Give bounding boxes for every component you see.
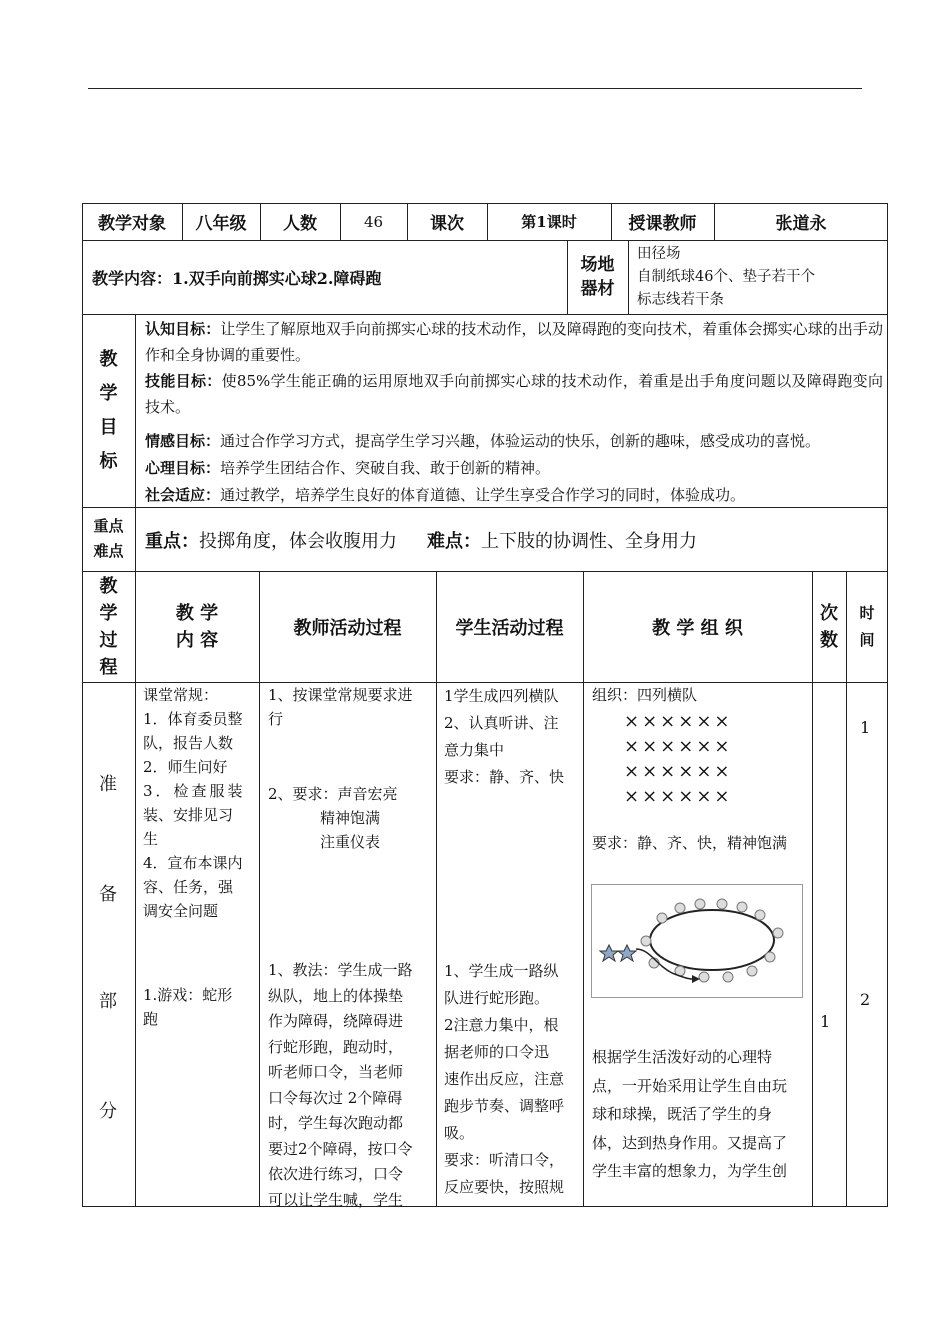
star-icon bbox=[600, 945, 636, 961]
text-line: 作为障碍，绕障碍进 bbox=[268, 1012, 404, 1030]
side-char: 过 bbox=[99, 629, 118, 651]
col-header-times bbox=[812, 571, 846, 682]
text-line: 球和球操，既活了学生的身 bbox=[592, 1105, 773, 1123]
formation-row: ×××××× bbox=[624, 711, 733, 732]
venue-label bbox=[567, 240, 628, 314]
snake-run-illustration bbox=[592, 885, 802, 997]
org-requirement: 要求：静、齐、快，精神饱满 bbox=[592, 834, 788, 852]
text-line: 队进行蛇形跑。 bbox=[444, 989, 550, 1007]
goal-label: 认知目标： bbox=[145, 320, 221, 338]
venue-label-line: 场地 bbox=[580, 255, 615, 275]
snake-run-diagram bbox=[591, 884, 803, 998]
text-line: 1、学生成一路纵 bbox=[444, 962, 559, 980]
side-word: 难点 bbox=[93, 542, 124, 560]
text-line: 可以让学生喊，学生 bbox=[268, 1190, 404, 1209]
col-divider bbox=[135, 314, 136, 571]
prep-duration-game: 2 bbox=[860, 990, 871, 1009]
text-line: 学生丰富的想象力，为学生创 bbox=[592, 1162, 788, 1180]
teacher-value: 张道永 bbox=[775, 214, 827, 234]
header-char: 次 bbox=[820, 602, 838, 624]
text-line: 要过2个障碍，按口令 bbox=[268, 1139, 413, 1158]
prep-times-value: 1 bbox=[820, 1012, 831, 1031]
text-line: 吸。 bbox=[444, 1124, 475, 1142]
text-line: 1.游戏：蛇形 bbox=[143, 986, 233, 1004]
goal-psych bbox=[145, 455, 883, 481]
formation-row: ×××××× bbox=[624, 761, 733, 782]
side-char: 标 bbox=[99, 450, 118, 472]
text-line: 容、任务，强 bbox=[143, 878, 234, 896]
text-line: 时，学生每次跑动都 bbox=[268, 1114, 404, 1132]
prep-duration-routine: 1 bbox=[860, 718, 871, 737]
side-char: 学 bbox=[99, 602, 118, 624]
text-line: 行 bbox=[268, 710, 284, 728]
col-header-teacher: 教师活动过程 bbox=[293, 617, 402, 639]
text-line: 2、认真听讲、注 bbox=[444, 714, 559, 732]
col-header-content bbox=[135, 571, 259, 682]
text-line: 1．体育委员整 bbox=[143, 710, 243, 728]
goal-emotion bbox=[145, 428, 890, 454]
difficulty-label: 难点： bbox=[427, 531, 481, 552]
col-header-duration bbox=[846, 571, 888, 682]
text-line: 要求：听清口令， bbox=[444, 1151, 565, 1169]
prep-teacher-game bbox=[268, 958, 434, 1213]
org-rationale bbox=[592, 1043, 812, 1186]
text-line: 队，报告人数 bbox=[143, 734, 234, 752]
obj-value: 八年级 bbox=[195, 214, 247, 234]
text-line: 1学生成四列横队 bbox=[444, 687, 559, 705]
text-line: 点，一开始采用让学生自由玩 bbox=[592, 1076, 788, 1095]
prep-content-routine bbox=[143, 683, 255, 923]
text-line: 意力集中 bbox=[444, 741, 505, 759]
side-char: 准 bbox=[99, 774, 117, 795]
count-label: 人数 bbox=[283, 214, 317, 234]
row-divider bbox=[82, 314, 888, 315]
goal-social bbox=[145, 482, 883, 508]
venue-line: 田径场 bbox=[637, 246, 681, 262]
header-rule bbox=[88, 88, 862, 89]
lesson-label: 课次 bbox=[430, 214, 464, 234]
text-line: 跑步节奏、调整呼 bbox=[444, 1097, 565, 1115]
goals-side-label bbox=[82, 314, 135, 507]
text-line: 行蛇形跑，跑动时， bbox=[268, 1037, 404, 1056]
key-label: 重点： bbox=[145, 531, 199, 552]
text-line: 听老师口令，当老师 bbox=[268, 1063, 404, 1081]
col-header-student: 学生活动过程 bbox=[455, 617, 564, 639]
text-line: 2．师生问好 bbox=[143, 758, 228, 776]
text-line: 1、按课堂常规要求进 bbox=[268, 686, 413, 704]
side-char: 教 bbox=[99, 348, 118, 370]
text-line: 4．宣布本课内 bbox=[143, 854, 243, 872]
goal-skill bbox=[145, 368, 883, 420]
header-line: 教 学 bbox=[175, 602, 219, 624]
text-line: 根据学生活泼好动的心理特 bbox=[592, 1048, 773, 1066]
side-char: 教 bbox=[99, 575, 118, 597]
prep-side-label bbox=[82, 682, 135, 1207]
goal-text: 使85%学生能正确的运用原地双手向前掷实心球的技术动作，着重是出手角度问题以及障碍跑变向技术。 bbox=[145, 372, 883, 416]
goal-text: 让学生了解原地双手向前掷实心球的技术动作，以及障碍跑的变向技术，着重体会掷实心球的出手动作和全身协调的重要性。 bbox=[145, 320, 883, 364]
text-line: 纵队，地上的体操垫 bbox=[268, 986, 404, 1005]
prep-content-game bbox=[143, 983, 255, 1031]
text-line: 体，达到热身作用。又提高了 bbox=[592, 1133, 788, 1152]
prep-student-game bbox=[444, 958, 582, 1201]
text-line: 据老师的口令迅 bbox=[444, 1043, 550, 1061]
venue-label-line: 器材 bbox=[580, 279, 615, 299]
text-line: 注重仪表 bbox=[320, 833, 381, 851]
header-char: 数 bbox=[820, 629, 838, 651]
prep-student-routine bbox=[444, 683, 582, 791]
text-line: 速作出反应，注意 bbox=[444, 1070, 565, 1088]
row-divider bbox=[82, 240, 888, 241]
side-word: 重点 bbox=[93, 517, 124, 535]
running-track-icon bbox=[650, 910, 774, 970]
side-char: 备 bbox=[99, 884, 117, 905]
goal-label: 心理目标： bbox=[145, 459, 221, 477]
text-line: 精神饱满 bbox=[320, 809, 381, 827]
goal-label: 技能目标： bbox=[145, 372, 222, 390]
org-title: 组织：四列横队 bbox=[592, 686, 698, 704]
formation-row: ×××××× bbox=[624, 786, 733, 807]
key-text: 投掷角度，体会收腹用力 bbox=[199, 531, 397, 552]
text-line: 跑 bbox=[143, 1010, 159, 1028]
text-line: 口令每次过 2个障碍 bbox=[268, 1088, 403, 1107]
side-char: 目 bbox=[99, 416, 118, 438]
text-line: 1、教法：学生成一路 bbox=[268, 961, 413, 979]
goal-label: 情感目标： bbox=[145, 432, 221, 450]
prep-teacher-routine bbox=[268, 683, 434, 731]
text-line: 调安全问题 bbox=[143, 902, 219, 920]
formation-row: ×××××× bbox=[624, 736, 733, 757]
process-side-label bbox=[82, 571, 135, 682]
obj-label: 教学对象 bbox=[98, 214, 166, 234]
col-header-organization: 教 学 组 织 bbox=[652, 617, 743, 639]
count-value: 46 bbox=[363, 212, 384, 231]
prep-teacher-requirements bbox=[268, 782, 434, 854]
keypoints-text bbox=[145, 527, 697, 553]
teacher-label: 授课教师 bbox=[628, 214, 697, 234]
venue-line: 自制纸球46个、垫子若干个 bbox=[637, 269, 815, 285]
content-label: 教学内容：1.双手向前掷实心球2.障碍跑 bbox=[92, 269, 382, 288]
header-line: 内 容 bbox=[175, 629, 219, 651]
goal-text: 通过教学，培养学生良好的体育道德、让学生享受合作学习的同时，体验成功。 bbox=[220, 486, 746, 504]
text-line: 依次进行练习，口令 bbox=[268, 1165, 404, 1183]
side-char: 程 bbox=[99, 656, 118, 678]
text-line: 2、要求：声音宏亮 bbox=[268, 785, 398, 803]
venue-line: 标志线若干条 bbox=[637, 292, 724, 308]
text-line: 要求：静、齐、快 bbox=[444, 768, 565, 786]
side-char: 部 bbox=[99, 991, 117, 1012]
side-char: 分 bbox=[99, 1101, 117, 1122]
header-char: 时 bbox=[859, 603, 875, 622]
side-char: 学 bbox=[99, 382, 118, 404]
text-line: 生 bbox=[143, 830, 159, 848]
text-line: 2注意力集中，根 bbox=[444, 1016, 559, 1034]
text-line: 装、安排见习 bbox=[143, 806, 234, 824]
text-line: 课堂常规： bbox=[143, 686, 219, 704]
goal-text: 培养学生团结合作、突破自我、敢于创新的精神。 bbox=[220, 459, 551, 477]
goal-label: 社会适应： bbox=[145, 486, 221, 504]
venue-list bbox=[637, 243, 815, 312]
keypoints-side-label bbox=[82, 507, 135, 571]
text-line: 3．检查服装 bbox=[143, 782, 246, 800]
text-line: 反应要快，按照规 bbox=[444, 1178, 565, 1196]
header-char: 间 bbox=[859, 630, 875, 649]
goal-cognitive bbox=[145, 316, 883, 368]
col-divider bbox=[628, 240, 629, 314]
lesson-value: 第1课时 bbox=[521, 213, 577, 231]
formation-grid bbox=[624, 709, 733, 809]
difficulty-text: 上下肢的协调性、全身用力 bbox=[481, 531, 697, 552]
goal-text: 通过合作学习方式，提高学生学习兴趣，体验运动的快乐，创新的趣味，感受成功的喜悦。 bbox=[220, 432, 821, 450]
